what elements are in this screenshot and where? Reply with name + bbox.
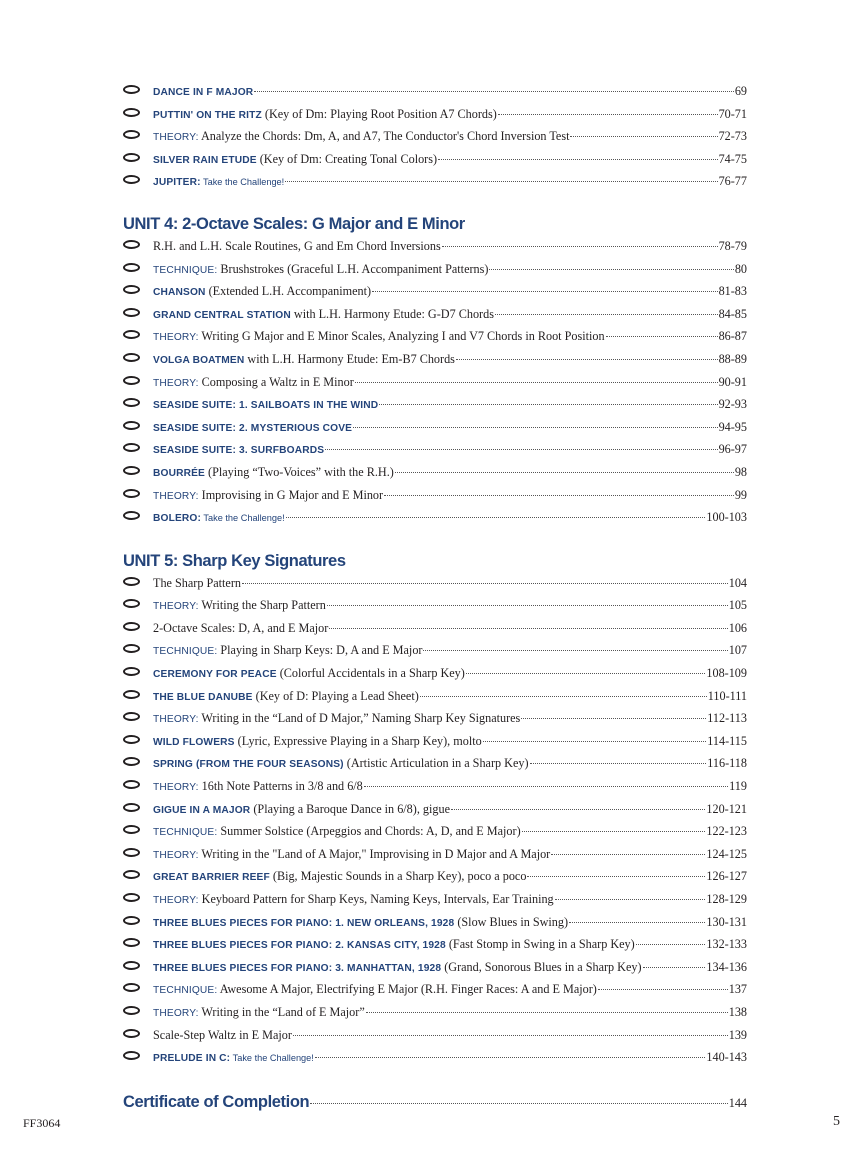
checkbox-circle-icon [123,1006,140,1015]
entry-label [153,707,520,732]
checkbox-circle-icon [123,961,140,970]
toc-entry [123,1046,747,1069]
piece-title: GREAT BARRIER REEF [153,872,270,884]
entry-text: The Sharp Pattern [153,575,241,590]
checkbox-circle-icon [123,398,140,407]
checkbox-circle-icon [123,443,140,452]
checkbox-circle-icon [123,780,140,789]
page-number: 98 [734,464,747,479]
entry-label [153,978,597,1003]
toc-entry [123,685,747,708]
entry-text: (Playing a Baroque Dance in 6/8), gigue [250,801,450,816]
footer-page-number: 5 [833,1114,840,1129]
entry-text: Writing in the "Land of A Major," Improvising in D Major and A Major [198,846,551,861]
piece-title: SEASIDE SUITE: 1. SAILBOATS IN THE WIND [153,400,379,412]
leader-dots [329,627,727,629]
entry-label [153,933,635,958]
page-number: 119 [729,779,747,794]
entry-text: R.H. and L.H. Scale Routines, G and Em Chord Inversions [153,238,441,253]
section-tag: THEORY: [153,377,199,389]
toc-entry [123,617,747,640]
checkbox-circle-icon [123,285,140,294]
entry-label [153,170,284,195]
entry-label [153,235,441,258]
entry-label [153,348,455,373]
toc-entry [123,1024,747,1047]
page-number: 128-129 [706,892,747,906]
page-number: 110-111 [707,688,747,703]
piece-title: THREE BLUES PIECES FOR PIANO: 2. KANSAS CITY, 1928 [153,940,446,952]
entry-label [153,572,241,595]
leader-dots [456,358,718,360]
unit-3-entries [123,80,747,193]
toc-entry [123,978,747,1001]
page-number: 72-73 [718,129,747,144]
page-number: 112-113 [707,711,747,726]
checkbox-circle-icon [123,308,140,317]
leader-dots [551,853,705,855]
entry-text: Awesome A Major, Electrifying E Major (R.H. Finger Races: A and E Major) [217,982,597,997]
leader-dots [555,898,706,900]
page-number: 74-75 [718,151,747,166]
piece-title: THREE BLUES PIECES FOR PIANO: 3. MANHATTAN, 1928 [153,962,442,974]
section-tag: THEORY: [153,1007,199,1019]
page-number: 144 [728,1095,747,1110]
page-number: 78-79 [718,238,747,253]
checkbox-circle-icon [123,175,140,184]
certificate-label: Certificate of Completion [123,1092,310,1111]
unit-4-heading: UNIT 4: 2-Octave Scales: G Major and E Minor [123,214,465,233]
page-number: 96-97 [718,442,747,457]
checkbox-circle-icon [123,938,140,947]
page-number: 108-109 [706,666,747,681]
checkbox-circle-icon [123,1029,140,1038]
toc-entry [123,956,747,979]
entry-text: Writing in the “Land of E Major” [198,1004,365,1019]
toc-entry [123,348,747,371]
toc-entry [123,662,747,685]
toc-entry [123,125,747,148]
toc-entry [123,843,747,866]
checkbox-circle-icon [123,1051,140,1060]
page-number: 104 [728,575,747,590]
toc-entry [123,303,747,326]
entry-label [153,685,419,710]
leader-dots [327,604,728,606]
leader-dots [489,268,733,270]
leader-dots [442,245,718,247]
leader-dots [366,1011,728,1013]
entry-text: Analyze the Chords: Dm, A, and A7, The Conductor's Chord Inversion Test [198,129,570,144]
page-number: 139 [728,1027,747,1042]
entry-text: Keyboard Pattern for Sharp Keys, Naming Keys, Intervals, Ear Training [198,892,554,906]
toc-entry [123,461,747,484]
leader-dots [242,582,728,584]
toc-entry [123,798,747,821]
entry-text: (Key of Dm: Playing Root Position A7 Chords) [261,106,497,121]
page-number: 69 [734,84,747,98]
checkbox-circle-icon [123,983,140,992]
piece-title: SEASIDE SUITE: 2. MYSTERIOUS COVE [153,422,353,434]
section-tag: THEORY: [153,332,199,344]
page-number: 134-136 [706,959,747,974]
leader-dots [254,90,733,92]
piece-title: CHANSON [153,287,206,299]
toc-entry [123,865,747,888]
page-number: 92-93 [718,397,747,412]
toc-entry [123,707,747,730]
checkbox-circle-icon [123,130,140,139]
checkbox-circle-icon [123,577,140,586]
section-tag: THEORY: [153,714,199,726]
leader-dots [466,672,706,674]
page-number: 76-77 [718,174,747,189]
entry-text: 2-Octave Scales: D, A, and E Major [153,620,329,635]
challenge-text: Take the Challenge! [200,177,285,188]
leader-dots [364,785,728,787]
entry-text: Summer Solstice (Arpeggios and Chords: A, D, and E Major) [217,824,521,839]
piece-title: GRAND CENTRAL STATION [153,309,291,321]
page-number: 70-71 [718,106,747,121]
section-tag: THEORY: [153,601,199,613]
page-number: 88-89 [718,351,747,366]
page-number: 107 [728,643,747,658]
entry-label [153,1024,292,1047]
piece-title: SEASIDE SUITE: 3. SURFBOARDS [153,445,325,457]
entry-text: Brushstrokes (Graceful L.H. Accompaniment Patterns) [217,261,489,276]
toc-entry [123,730,747,753]
checkbox-circle-icon [123,240,140,249]
toc-entry [123,594,747,617]
toc-entry [123,911,747,934]
piece-title: WILD FLOWERS [153,736,235,748]
entry-label [153,843,550,868]
piece-title: DANCE IN F MAJOR [153,87,254,98]
leader-dots [606,335,718,337]
checkbox-circle-icon [123,870,140,879]
checkbox-circle-icon [123,466,140,475]
entry-label [153,617,328,640]
entry-label [153,594,326,619]
leader-dots [395,471,734,473]
page-number: 120-121 [706,801,747,816]
toc-entry [123,438,747,461]
section-tag: THEORY: [153,895,199,906]
checkbox-circle-icon [123,825,140,834]
entry-text: Composing a Waltz in E Minor [198,374,354,389]
entry-text: Writing G Major and E Minor Scales, Analyzing I and V7 Chords in Root Position [198,329,605,344]
leader-dots [495,313,718,315]
toc-entry [123,1001,747,1024]
entry-text: (Artistic Articulation in a Sharp Key) [343,756,529,771]
piece-title: VOLGA BOATMEN [153,354,245,366]
leader-dots [293,1034,728,1036]
piece-title: SPRING (FROM THE FOUR SEASONS) [153,759,344,771]
unit-5-entries [123,572,747,1069]
product-code: FF3064 [23,1116,61,1130]
checkbox-circle-icon [123,667,140,676]
section-tag: THEORY: [153,782,199,794]
checkbox-circle-icon [123,690,140,699]
entry-text: Playing in Sharp Keys: D, A and E Major [217,643,423,658]
checkbox-circle-icon [123,916,140,925]
entry-text: 16th Note Patterns in 3/8 and 6/8 [198,779,363,794]
entry-label [153,484,383,509]
section-tag: TECHNIQUE: [153,646,218,658]
entry-label [153,662,465,687]
entry-text: (Extended L.H. Accompaniment) [205,284,372,299]
piece-title: THREE BLUES PIECES FOR PIANO: 1. NEW ORLEANS, 1928 [153,917,455,929]
leader-dots [643,966,706,968]
checkbox-circle-icon [123,622,140,631]
entry-text: (Lyric, Expressive Playing in a Sharp Key), molto [234,733,482,748]
page-number: 84-85 [718,306,747,321]
entry-label [153,280,371,305]
entry-text: (Playing “Two-Voices” with the R.H.) [205,464,394,479]
entry-label [153,956,642,981]
entry-text: (Grand, Sonorous Blues in a Sharp Key) [441,959,642,974]
page-number: 105 [728,598,747,613]
checkbox-circle-icon [123,353,140,362]
entry-text: Writing the Sharp Pattern [198,598,326,613]
toc-entry [123,484,747,507]
toc-entry [123,752,747,775]
leader-dots [451,808,705,810]
entry-label [153,506,285,531]
piece-title: BOLERO: [153,513,202,525]
leader-dots [285,180,717,182]
entry-label [153,798,450,823]
entry-label [153,148,437,173]
checkbox-circle-icon [123,263,140,272]
piece-title: THE BLUE DANUBE [153,691,253,703]
checkbox-circle-icon [123,803,140,812]
entry-label [153,325,605,350]
page-number: 124-125 [706,846,747,861]
leader-dots [423,649,727,651]
checkbox-circle-icon [123,893,140,902]
checkbox-circle-icon [123,421,140,430]
toc-entry [123,506,747,529]
checkbox-circle-icon [123,511,140,520]
piece-title: PRELUDE IN C: [153,1053,231,1065]
entry-label [153,1001,365,1026]
checkbox-circle-icon [123,599,140,608]
checkbox-circle-icon [123,644,140,653]
leader-dots [636,943,706,945]
toc-entry [123,775,747,798]
piece-title: GIGUE IN A MAJOR [153,804,251,816]
entry-label [153,303,494,328]
leader-dots [598,988,728,990]
entry-label [153,125,569,150]
page-number: 137 [728,982,747,997]
leader-dots [372,290,718,292]
toc-entry [123,235,747,258]
leader-dots [379,403,717,405]
entry-text: (Key of Dm: Creating Tonal Colors) [256,151,438,166]
leader-dots [483,740,707,742]
checkbox-circle-icon [123,153,140,162]
entry-label [153,1046,314,1071]
entry-text: Improvising in G Major and E Minor [198,487,384,502]
page-number: 116-118 [707,756,747,771]
entry-label [153,639,422,664]
checkbox-circle-icon [123,489,140,498]
leader-dots [570,135,717,137]
toc-entry [123,371,747,394]
leader-dots [498,113,718,115]
entry-text: (Slow Blues in Swing) [454,914,569,929]
entry-label [153,865,526,890]
page-number: 86-87 [718,329,747,344]
toc-entry [123,280,747,303]
entry-label [153,438,324,463]
checkbox-circle-icon [123,330,140,339]
entry-text: (Fast Stomp in Swing in a Sharp Key) [445,937,635,952]
checkbox-circle-icon [123,376,140,385]
leader-dots [569,921,705,923]
section-tag: THEORY: [153,849,199,861]
checkbox-circle-icon [123,712,140,721]
section-tag: THEORY: [153,132,199,144]
toc-entry [123,170,747,193]
leader-dots [438,158,718,160]
toc-entry [123,393,747,416]
page-number: 126-127 [706,869,747,884]
leader-dots [530,762,707,764]
page-number: 99 [734,487,747,502]
unit-4-entries [123,235,747,529]
section-tag: TECHNIQUE: [153,985,218,997]
toc-entry [123,103,747,126]
page-number: 132-133 [706,937,747,952]
leader-dots [310,1102,728,1104]
entry-text: with L.H. Harmony Etude: G-D7 Chords [290,306,494,321]
certificate-entry [123,1089,747,1115]
entry-label [153,820,521,845]
entry-label [153,461,394,486]
checkbox-circle-icon [123,735,140,744]
entry-label [153,775,363,800]
page-number: 140-143 [706,1050,747,1065]
entry-label [153,416,352,441]
piece-title: CEREMONY FOR PEACE [153,669,277,681]
entry-label [153,80,253,105]
unit-5-heading: UNIT 5: Sharp Key Signatures [123,551,346,570]
leader-dots [522,830,706,832]
checkbox-circle-icon [123,108,140,117]
section-tag: TECHNIQUE: [153,827,218,839]
challenge-text: Take the Challenge! [230,1053,314,1064]
toc-entry [123,933,747,956]
entry-text: (Key of D: Playing a Lead Sheet) [252,688,419,703]
leader-dots [353,426,717,428]
toc-entry [123,639,747,662]
toc-entry [123,80,747,103]
entry-text: (Colorful Accidentals in a Sharp Key) [276,666,465,681]
entry-label [153,730,482,755]
page-number: 130-131 [706,914,747,929]
table-of-contents [123,80,747,1115]
page-number: 81-83 [718,284,747,299]
page-number: 100-103 [706,510,747,525]
entry-label [153,752,529,777]
piece-title: JUPITER: [153,177,201,189]
entry-label [153,103,497,128]
entry-text: (Big, Majestic Sounds in a Sharp Key), poco a poco [269,869,527,884]
page-number: 94-95 [718,419,747,434]
entry-text: with L.H. Harmony Etude: Em-B7 Chords [244,351,455,366]
piece-title: PUTTIN' ON THE RITZ [153,109,262,121]
leader-dots [527,875,705,877]
checkbox-circle-icon [123,757,140,766]
entry-label [153,258,488,283]
checkbox-circle-icon [123,848,140,857]
page-number: 106 [728,620,747,635]
page-number: 114-115 [707,733,747,748]
page-number: 80 [734,261,747,276]
toc-entry [123,416,747,439]
entry-text: Scale-Step Waltz in E Major [153,1027,292,1042]
toc-entry [123,258,747,281]
piece-title: BOURRÉE [153,467,205,479]
toc-entry [123,325,747,348]
page-number: 122-123 [706,824,747,839]
section-tag: THEORY: [153,490,199,502]
piece-title: SILVER RAIN ETUDE [153,154,257,166]
leader-dots [286,516,706,518]
entry-text: Writing in the “Land of D Major,” Naming Sharp Key Signatures [198,711,521,726]
leader-dots [355,381,718,383]
leader-dots [315,1056,706,1058]
entry-label [153,371,354,396]
page-number: 138 [728,1004,747,1019]
page-number: 90-91 [718,374,747,389]
leader-dots [420,695,707,697]
entry-label [153,393,378,418]
entry-label [153,888,554,913]
leader-dots [325,448,717,450]
leader-dots [384,494,734,496]
section-tag: TECHNIQUE: [153,264,218,276]
challenge-text: Take the Challenge! [201,513,285,524]
checkbox-circle-icon [123,85,140,94]
toc-entry [123,572,747,595]
toc-entry [123,888,747,911]
entry-label [153,911,568,936]
toc-entry [123,148,747,171]
toc-entry [123,820,747,843]
leader-dots [521,717,706,719]
